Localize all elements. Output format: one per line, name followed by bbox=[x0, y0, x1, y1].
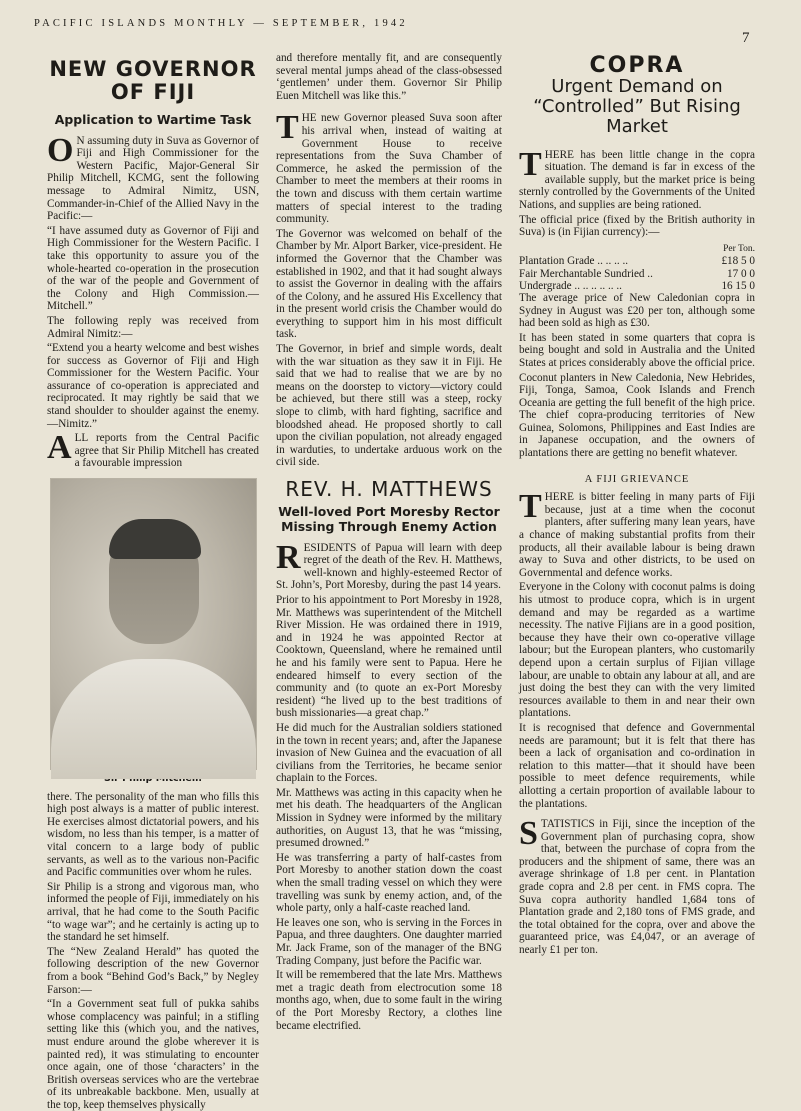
headline-new-governor: NEW GOVERNOR OF FIJI bbox=[49, 57, 257, 104]
column-governor bbox=[47, 52, 259, 1111]
paragraph: “In a Government seat full of pukka sahibs whose complacency was painful; in a stifling setting like this (which you, and the natives, must endure around the globe wherever it is painted red), it was stimulating to encounter once again, one of those ‘characters’ in the British overseas services who are the vertebrae of its unbreakable backbone. Men, usually at the top, keep themselves physically bbox=[47, 998, 259, 1111]
paragraph: He was transferring a party of half-castes from Port Moresby to another station down the coast when the small trading vessel on which they were travelling was sunk by enemy action, and, of the whole party, only a half-caste reached land. bbox=[276, 851, 502, 915]
paragraph: The Governor was welcomed on behalf of the Chamber by Mr. Alport Barker, vice-president. He informed the Governor that the Chamber was established in 1902, and that it had sought always to assist the Governor in dealing with the affairs of the Colony, and he assured His Excellency that in the present world crisis the Chamber would do everything to support him in his most difficult task. bbox=[276, 227, 502, 341]
table-row bbox=[519, 268, 755, 280]
section-head-fiji-grievance: A FIJI GRIEVANCE bbox=[584, 473, 690, 485]
paragraph: The average price of New Caledonian copra in Sydney in August was £20 per ton, although some had been sold as high as £30. bbox=[519, 291, 755, 330]
subhead-matthews: Well-loved Port Moresby Rector Missing Through Enemy Action bbox=[278, 503, 500, 534]
paragraph: THERE has been little change in the copra situation. The demand is far in excess of the available supply, but the market price is being sternly controlled by the Governments of the United Nations, and supplies are being rationed. bbox=[519, 145, 755, 211]
rate-value: £18 5 0 bbox=[721, 255, 755, 268]
paragraph: It has been stated in some quarters that copra is being bought and sold in Australia and the United States at prices considerably above the official price. bbox=[519, 331, 755, 369]
paragraph: “Extend you a hearty welcome and best wishes for success as Governor of Fiji and High Commissioner for the Western Pacific. Your assurance of co-operation is appreciated and reciprocated. It may rightly be said that we stand shoulder to shoulder against the enemy. —Nimitz.” bbox=[47, 342, 259, 430]
running-header: PACIFIC ISLANDS MONTHLY — SEPTEMBER, 1942 bbox=[34, 18, 408, 29]
paragraph: STATISTICS in Fiji, since the inception of the Government plan of purchasing copra, show that, between the purchase of copra from the producers and the shipment of same, there was an average shrinkage of 1.8 per cent. in Plantation grade copra and 2.8 per cent. in FMS copra. The Suva copra authority handled 1,684 tons of Plantation grade and 2,180 tons of FMS grade, and the total obtained for the copra, over and above the guaranteed price, was £4,047, or an average of nearly £1 per ton. bbox=[519, 815, 755, 957]
paragraph: Prior to his appointment to Port Moresby in 1928, Mr. Matthews was superintendent of the Mitchell River Mission. He was ordained there in 1919, and in 1924 he was appointed Rector at Cooktown, Queensland, where he remained until he and his family were sent to Papua. Here he endeared himself to every section of the community and (to quote an ex-Port Moresby resident) “he lived up to the best traditions of bush missionaries—a great chap.” bbox=[276, 593, 502, 720]
paragraph: It will be remembered that the late Mrs. Matthews met a tragic death from electrocution some 18 months ago, when, due to some fault in the wiring of the Port Moresby Rectory, a clothes line became electrified. bbox=[276, 969, 502, 1032]
page-number: 7 bbox=[742, 30, 750, 46]
paragraph: Sir Philip is a strong and vigorous man, who informed the people of Fiji, immediately on his arrival, that he had come to the South Pacific “to wage war”; and he certainly is acting up to the standard he set himself. bbox=[47, 880, 259, 944]
rate-grade: Fair Merchantable Sundried .. bbox=[519, 267, 653, 280]
headline-copra: COPRA bbox=[589, 53, 685, 78]
rate-value: 17 0 0 bbox=[727, 267, 755, 280]
paragraph: The official price (fixed by the British authority in Suva) is (in Fijian currency):— bbox=[519, 213, 755, 239]
paragraph: Everyone in the Colony with coconut palms is doing his utmost to produce copra, which is in urgent demand and may be regarded as a wartime necessity. The native Fijians are in a good position, because they have their own co-operative village labour; but the European planters, who customarily depend upon a certain surplus of Fijian village labour, are unable to obtain any labour at all, and are just doing the best they can with the very limited resources available to them in and near their own plantations. bbox=[519, 581, 755, 720]
price-table bbox=[519, 255, 755, 292]
paragraph: The “New Zealand Herald” has quoted the following description of the new Governor from a book “Behind God’s Back,” by Negley Farson:— bbox=[47, 945, 259, 996]
paragraph: there. The personality of the man who fills this high post always is a matter of public interest. He exercises almost dictatorial powers, and his wisdom, no less than his temper, is a matter of vital concern to a large body of public servants, as well as to the various non-Pacific and Pacific communities over whom he rules. bbox=[47, 790, 259, 879]
paragraph: “I have assumed duty as Governor of Fiji and High Commissioner for the Western Pacific. I take this opportunity to assure you of the whole-hearted co-operation in the prosecution of the war of the people and Government of the Colony and High Commission.—Mitchell.” bbox=[47, 224, 259, 313]
paragraph: Coconut planters in New Caledonia, New Hebrides, Fiji, Tonga, Samoa, Cook Islands and French Oceania are getting the full benefit of the high price. The chief copra-producing territories of New Guinea, Solomons, Philippines and East Indies are in Japanese occupation, and the owners of plantations there are getting no benefit whatever. bbox=[519, 371, 755, 460]
headline-rev-matthews: REV. H. MATTHEWS bbox=[285, 477, 493, 501]
rate-value: 16 15 0 bbox=[721, 279, 755, 292]
portrait-photo bbox=[50, 478, 257, 770]
paragraph: ALL reports from the Central Pacific agree that Sir Philip Mitchell has created a favourable impression bbox=[47, 429, 259, 470]
paragraph: THERE is bitter feeling in many parts of Fiji because, just at a time when the coconut planters, after suffering many lean years, have a chance of making substantial profits from their products, all their available labour is being drawn away to Suva and other districts, to be used on Governmental and defence works. bbox=[519, 488, 755, 579]
table-row bbox=[519, 255, 755, 267]
column-copra bbox=[519, 52, 755, 1037]
paragraph: and therefore mentally fit, and are consequently several mental jumps ahead of the class-obsessed ‘gentlemen’ under them. Governor Sir Philip Euen Mitchell was like this.” bbox=[276, 52, 502, 102]
paragraph: RESIDENTS of Papua will learn with deep regret of the death of the Rev. H. Matthews, well-known and highly-esteemed Rector of St. John’s, Port Moresby, during the past 14 years. bbox=[276, 538, 502, 592]
rates-header: Per Ton. bbox=[723, 243, 755, 254]
subhead-copra: Urgent Demand on “Controlled” But Rising Market bbox=[533, 75, 741, 137]
rate-grade: Plantation Grade .. .. .. .. bbox=[519, 255, 629, 268]
paragraph: ON assuming duty in Suva as Governor of Fiji and High Commissioner for the Western Pacific, Major-General Sir Philip Mitchell, KCMG, sent the following message to Admiral Nimitz, USN, Commander-in-Chief of the Allied Navy in the Pacific:— bbox=[47, 131, 259, 223]
paragraph: He did much for the Australian soldiers stationed in the town in recent years; and, after the Japanese invasion of New Guinea and the evacuation of all civilians from the Territories, he became senior chaplain to the Forces. bbox=[276, 721, 502, 785]
paragraph: The Governor, in brief and simple words, dealt with the war situation as they saw it in Fiji. He said that we had to realise that we are by no means on the doorstep to victory—victory could be achieved, but there still was a steep, rocky slope to climb, with hard fighting, sacrifice and bloodshed ahead. He proposed shortly to call upon the civilian population, not already engaged in warduties, to undertake arduous work on the civil side. bbox=[276, 343, 502, 469]
table-row bbox=[519, 280, 755, 292]
paragraph: It is recognised that defence and Governmental needs are paramount; but it is felt that there has been a lack of organisation and co-ordination in relation to this matter—that it should have been possible to meet defence requirements, while allotting a certain proportion of available labour to the plantations. bbox=[519, 721, 755, 810]
paragraph: He leaves one son, who is serving in the Forces in Papua, and three daughters. One daughter married Mr. Jack Frame, son of the manager of the BNG Trading Company, just before the Pacific war. bbox=[276, 916, 502, 967]
paragraph: THE new Governor pleased Suva soon after his arrival when, instead of waiting at Government House to receive representations from the Suva Chamber of Commerce, he asked the permission of the Chamber to meet the members at their rooms in the town and discuss with them certain wartime matters of special interest to the trading community. bbox=[276, 109, 502, 226]
paragraph: Mr. Matthews was acting in this capacity when he met his death. The headquarters of the Anglican Mission in Sydney were informed by the military authorities, on August 13, that he was “missing, presumed drowned.” bbox=[276, 786, 502, 850]
rate-grade: Undergrade .. .. .. .. .. .. bbox=[519, 279, 622, 292]
subhead-wartime-task: Application to Wartime Task bbox=[54, 112, 252, 127]
paragraph: The following reply was received from Admiral Nimitz:— bbox=[47, 314, 259, 340]
column-matthews bbox=[276, 52, 502, 1037]
